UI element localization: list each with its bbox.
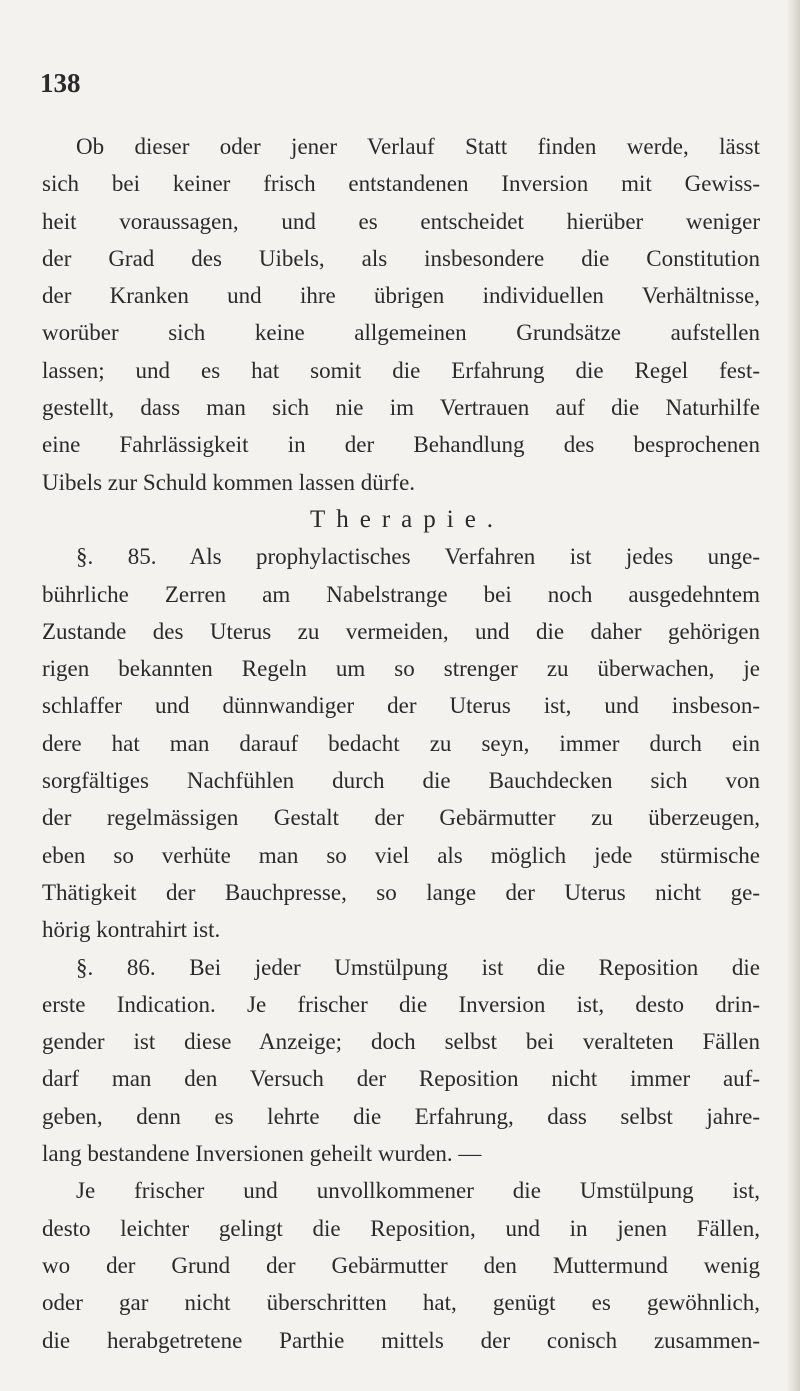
text-line: bührliche Zerren am Nabelstrange bei noch ausgedehntem [42,581,760,607]
text-line: sich bei keiner frisch entstandenen Inversion mit Gewiss- [42,171,760,197]
text-line: §. 85. Als prophylactisches Verfahren ist jedes unge- [76,544,760,570]
text-line: wo der Grund der Gebärmutter den Muttermund wenig [42,1252,760,1278]
text-line: eben so verhüte man so viel als möglich jede stürmische [42,842,760,868]
text-line: Thätigkeit der Bauchpresse, so lange der Uterus nicht ge- [42,879,760,905]
text-line: gender ist diese Anzeige; doch selbst bei veralteten Fällen [42,1029,760,1055]
text-line: worüber sich keine allgemeinen Grundsätze aufstellen [42,320,760,346]
text-line: darf man den Versuch der Reposition nicht immer auf- [42,1066,760,1092]
text-line: Zustande des Uterus zu vermeiden, und die daher gehörigen [42,618,760,644]
text-line: sorgfältiges Nachfühlen durch die Bauchdecken sich von [42,768,760,794]
text-line: geben, denn es lehrte die Erfahrung, dass selbst jahre- [42,1103,760,1129]
text-line: dere hat man darauf bedacht zu seyn, immer durch ein [42,730,760,756]
text-line: oder gar nicht überschritten hat, genügt es gewöhnlich, [42,1290,760,1316]
text-line: desto leichter gelingt die Reposition, und in jenen Fällen, [42,1215,760,1241]
text-line: lang bestandene Inversionen geheilt wurden. — [42,1141,482,1167]
page-edge-shadow [786,0,800,1391]
text-line: eine Fahrlässigkeit in der Behandlung des besprochenen [42,432,760,458]
text-line: die herabgetretene Parthie mittels der conisch zusammen- [42,1327,760,1353]
page-number: 138 [40,68,81,98]
text-line: der regelmässigen Gestalt der Gebärmutter zu überzeugen, [42,805,760,831]
text-line: rigen bekannten Regeln um so strenger zu überwachen, je [42,656,760,682]
text-line: heit voraussagen, und es entscheidet hierüber weniger [42,208,760,234]
text-line: der Kranken und ihre übrigen individuellen Verhältnisse, [42,283,760,309]
text-line: Ob dieser oder jener Verlauf Statt finden werde, lässt [76,134,760,159]
text-line: §. 86. Bei jeder Umstülpung ist die Reposition die [76,954,760,980]
text-line: gestellt, dass man sich nie im Vertrauen auf die Naturhilfe [42,395,760,421]
text-line: erste Indication. Je frischer die Inversion ist, desto drin- [42,991,760,1017]
text-line: hörig kontrahirt ist. [42,917,221,943]
text-line: lassen; und es hat somit die Erfahrung die Regel fest- [42,357,760,383]
text-line: Uibels zur Schuld kommen lassen dürfe. [42,469,416,495]
text-line: der Grad des Uibels, als insbesondere die Constitution [42,245,760,271]
section-heading-therapie: Therapie. [309,505,505,533]
text-line: schlaffer und dünnwandiger der Uterus ist, und insbeson- [42,693,760,719]
text-line: Je frischer und unvollkommener die Umstülpung ist, [76,1178,760,1204]
text-body [42,128,760,1359]
